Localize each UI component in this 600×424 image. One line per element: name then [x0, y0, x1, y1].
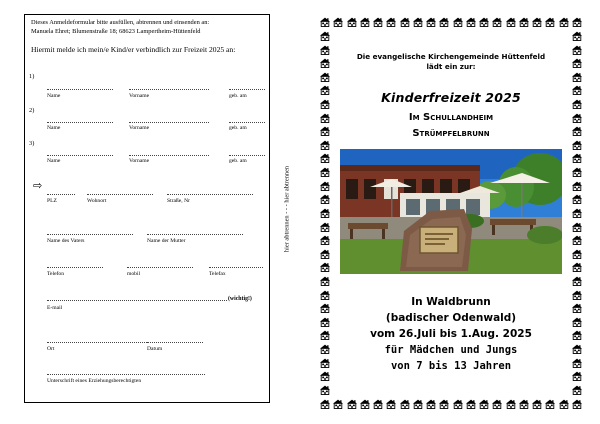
house-icon [572, 55, 582, 65]
house-icon [532, 396, 542, 406]
house-icon [320, 287, 330, 297]
house-icon [320, 219, 330, 229]
house-icon [572, 382, 582, 392]
vater-field-line[interactable] [47, 234, 133, 235]
registration-line: Hiermit melde ich mein/e Kind/er verbindlich zur Freizeit 2025 an: [31, 45, 236, 54]
vorname-label: Vorname [129, 93, 150, 99]
house-icon [320, 273, 330, 283]
mobil-label: mobil [127, 271, 141, 277]
plz-label: PLZ [47, 198, 57, 204]
house-icon [545, 396, 555, 406]
house-icon [572, 396, 582, 406]
schullandheim-photo [340, 149, 562, 274]
invite-line: Die evangelische Kirchengemeinde Hüttenfeld [356, 52, 546, 61]
flyer-subtitle: Im Schullandheim [408, 112, 494, 123]
house-icon [320, 232, 330, 242]
house-icon [320, 69, 330, 79]
house-icon [426, 396, 436, 406]
cut-line [276, 14, 298, 403]
house-icon [320, 396, 330, 406]
house-icon [479, 14, 489, 24]
house-icon [492, 14, 502, 24]
child-number: 2) [29, 107, 35, 114]
house-icon [506, 14, 516, 24]
house-icon [572, 327, 582, 337]
house-icon [572, 164, 582, 174]
vorname-label: Vorname [129, 125, 150, 131]
house-icon [506, 396, 516, 406]
flyer-subtitle: Strümpfelbrunn [412, 128, 490, 139]
house-icon [572, 246, 582, 256]
house-icon [572, 14, 582, 24]
house-icon [572, 259, 582, 269]
house-icon [320, 355, 330, 365]
child-number: 3) [29, 140, 35, 147]
house-icon [572, 355, 582, 365]
house-border-left [320, 28, 330, 392]
house-icon [572, 110, 582, 120]
child-number: 1) [29, 73, 35, 80]
name-label: Name [47, 125, 61, 131]
house-icon [572, 137, 582, 147]
datum-label: Datum [147, 346, 163, 352]
vorname-label: Vorname [129, 158, 150, 164]
house-border-top [320, 14, 582, 24]
house-icon [320, 164, 330, 174]
birthdate-field-line[interactable] [229, 89, 265, 90]
house-icon [466, 396, 476, 406]
birthdate-label: geb. am [229, 158, 247, 164]
house-icon [572, 28, 582, 38]
house-icon [386, 14, 396, 24]
flyer-title: Kinderfreizeit 2025 [381, 90, 521, 105]
house-icon [559, 396, 569, 406]
house-icon [572, 69, 582, 79]
house-icon [439, 396, 449, 406]
wohnort-field-line[interactable] [87, 194, 153, 195]
birthdate-label: geb. am [229, 93, 247, 99]
email-label: E-mail [47, 305, 63, 311]
email-field-line[interactable] [47, 300, 227, 301]
audience-line: für Mädchen und Jungs [384, 344, 518, 356]
house-icon [320, 42, 330, 52]
house-icon [426, 14, 436, 24]
house-icon [572, 287, 582, 297]
telefon-field-line[interactable] [47, 267, 103, 268]
house-icon [400, 14, 410, 24]
house-icon [492, 396, 502, 406]
house-icon [572, 368, 582, 378]
house-icon [400, 396, 410, 406]
invite-line: lädt ein zur: [426, 62, 476, 71]
name-label: Name [47, 158, 61, 164]
house-icon [360, 14, 370, 24]
ort-label: Ort [47, 346, 55, 352]
house-icon [320, 82, 330, 92]
house-icon [479, 396, 489, 406]
house-icon [413, 396, 423, 406]
house-icon [320, 205, 330, 215]
house-icon [320, 246, 330, 256]
audience-line: von 7 bis 13 Jahren [390, 360, 512, 372]
name-field-line[interactable] [47, 155, 113, 156]
birthdate-field-line[interactable] [229, 155, 265, 156]
house-icon [572, 96, 582, 106]
house-icon [333, 14, 343, 24]
house-icon [373, 14, 383, 24]
datum-field-line[interactable] [147, 342, 203, 343]
birthdate-field-line[interactable] [229, 122, 265, 123]
house-icon [320, 96, 330, 106]
house-icon [347, 396, 357, 406]
wohnort-label: Wohnort [87, 198, 107, 204]
house-icon [572, 314, 582, 324]
house-icon [572, 191, 582, 201]
house-icon [519, 14, 529, 24]
vorname-field-line[interactable] [129, 155, 209, 156]
house-icon [519, 396, 529, 406]
vorname-field-line[interactable] [129, 122, 209, 123]
house-icon [532, 14, 542, 24]
house-icon [545, 14, 555, 24]
cut-here-text: hier abtrennen - - - hier abtrennen [283, 165, 291, 252]
vorname-field-line[interactable] [129, 89, 209, 90]
house-icon [572, 42, 582, 52]
house-icon [360, 396, 370, 406]
ort-field-line[interactable] [47, 342, 147, 343]
mobil-field-line[interactable] [127, 267, 193, 268]
house-icon [320, 137, 330, 147]
signature-field-line[interactable] [47, 374, 205, 375]
birthdate-label: geb. am [229, 125, 247, 131]
house-icon [320, 150, 330, 160]
house-icon [373, 396, 383, 406]
house-icon [320, 110, 330, 120]
house-icon [320, 382, 330, 392]
house-icon [572, 300, 582, 310]
strasse-label: Straße, Nr [167, 198, 190, 204]
house-icon [320, 178, 330, 188]
house-icon [347, 14, 357, 24]
signature-label: Unterschrift eines Erziehungsberechtigten [47, 378, 142, 384]
house-icon [333, 396, 343, 406]
house-icon [320, 14, 330, 24]
house-icon [559, 14, 569, 24]
form-address: Manuela Ehret; Blumenstraße 18; 68623 Lampertheim-Hüttenfeld [31, 28, 201, 35]
house-icon [320, 191, 330, 201]
house-icon [572, 273, 582, 283]
house-icon [572, 123, 582, 133]
house-icon [413, 14, 423, 24]
house-icon [466, 14, 476, 24]
name-field-line[interactable] [47, 89, 113, 90]
invitation-flyer [320, 14, 582, 406]
house-icon [572, 178, 582, 188]
house-icon [320, 28, 330, 38]
house-icon [572, 205, 582, 215]
house-icon [453, 396, 463, 406]
house-border-right [572, 28, 582, 392]
house-icon [320, 300, 330, 310]
name-field-line[interactable] [47, 122, 113, 123]
house-icon [572, 341, 582, 351]
arrow-right-icon: ⇨ [33, 179, 43, 192]
house-icon [320, 314, 330, 324]
house-icon [572, 219, 582, 229]
date-range: vom 26.Juli bis 1.Aug. 2025 [370, 328, 532, 340]
house-icon [320, 368, 330, 378]
plz-field-line[interactable] [47, 194, 75, 195]
email-important-note: (wichtig!) [228, 296, 252, 302]
place-line: (badischer Odenwald) [385, 312, 517, 324]
telefax-label: Telefax [209, 271, 226, 277]
house-icon [320, 327, 330, 337]
house-icon [572, 82, 582, 92]
place-line: In Waldbrunn [411, 296, 491, 308]
telefon-label: Telefon [47, 271, 65, 277]
telefax-field-line[interactable] [209, 267, 263, 268]
house-icon [572, 150, 582, 160]
house-icon [386, 396, 396, 406]
house-icon [320, 55, 330, 65]
vater-label: Name des Vaters [47, 238, 85, 244]
registration-form [24, 14, 270, 403]
house-icon [572, 232, 582, 242]
house-border-bottom [320, 396, 582, 406]
mutter-field-line[interactable] [147, 234, 243, 235]
house-icon [320, 123, 330, 133]
mutter-label: Name der Mutter [147, 238, 186, 244]
house-icon [320, 259, 330, 269]
house-icon [439, 14, 449, 24]
name-label: Name [47, 93, 61, 99]
form-instruction: Dieses Anmeldeformular bitte ausfüllen, abtrennen und einsenden an: [31, 19, 210, 26]
house-icon [320, 341, 330, 351]
house-icon [453, 14, 463, 24]
strasse-field-line[interactable] [167, 194, 253, 195]
